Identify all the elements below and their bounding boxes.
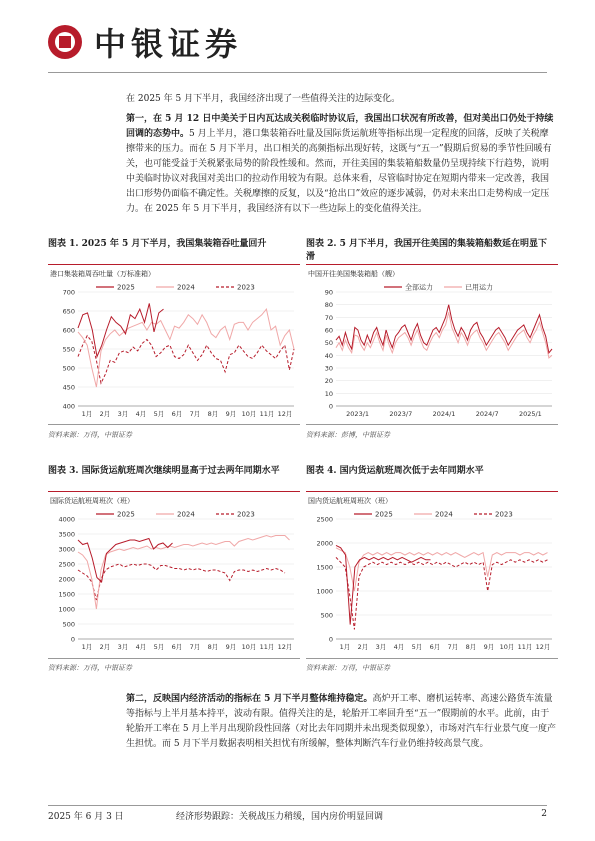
figure-3-chart (48, 493, 300, 655)
chart-0-ytick-label: 600 (62, 326, 75, 335)
figure-3-source: 资料来源：万得，中银证券 (48, 664, 132, 672)
chart-0-legend-label: 2025 (117, 283, 135, 292)
chart-2-xtick-label: 3月 (117, 643, 129, 651)
chart-3-legend-label: 2023 (495, 510, 513, 519)
chart-0-xtick-label: 12月 (277, 410, 293, 418)
chart-3-xtick-label: 7月 (447, 643, 459, 651)
chart-3-xtick-label: 11月 (517, 643, 533, 651)
chart-1-ytick-label: 90 (324, 288, 333, 297)
chart-2-ytick-label: 2500 (58, 560, 75, 569)
chart-2-xtick-label: 4月 (135, 643, 147, 651)
chart-3-ytick-label: 500 (320, 611, 333, 620)
chart-3-ytick-label: 2500 (316, 515, 333, 524)
figure-2-title: 图表 2. 5 月下半月，我国开往美国的集装箱船数延在明显下滑 (306, 239, 548, 262)
chart-2-xtick-label: 6月 (171, 643, 183, 651)
figure-2-bottom-rule (306, 424, 558, 425)
chart-0-ytick-label: 450 (62, 383, 75, 392)
chart-0-xtick-label: 10月 (241, 410, 257, 418)
chart-0-xtick-label: 7月 (189, 410, 201, 418)
chart-1-ytick-label: 10 (324, 389, 333, 398)
chart-1-legend-label: 已用运力 (465, 283, 493, 292)
figure-2-source: 资料来源：彭博，中银证券 (306, 431, 390, 439)
chart-2-xtick-label: 2月 (99, 643, 111, 651)
chart-2-xtick-label: 12月 (277, 643, 293, 651)
chart-0-legend-label: 2024 (177, 283, 195, 292)
chart-0-series-2023 (78, 336, 294, 384)
figure-3-top-rule (48, 491, 300, 492)
chart-0-xtick-label: 2月 (99, 410, 111, 418)
chart-3-ytick-label: 2000 (316, 539, 333, 548)
figure-1-top-rule (48, 264, 300, 265)
chart-2-xtick-label: 8月 (207, 643, 219, 651)
chart-1-ytick-label: 0 (328, 402, 333, 411)
chart-2-ytick-label: 3500 (58, 530, 75, 539)
chart-2-ytick-label: 2000 (58, 575, 75, 584)
chart-1-xtick-label: 2023/1 (346, 410, 370, 418)
chart-2-legend-label: 2024 (177, 510, 195, 519)
page-number: 2 (541, 809, 547, 819)
paragraph-2 (126, 692, 556, 752)
chart-1-xtick-label: 2024/7 (475, 410, 499, 418)
chart-3-series-2024 (336, 548, 548, 591)
brand-name: 中银证券 (94, 25, 243, 63)
chart-0-ytick-label: 500 (62, 364, 75, 373)
chart-3-xtick-label: 2月 (357, 643, 369, 651)
paragraph-2-body: 高炉开工率、磨机运转率、高速公路货车流量等指标与上半月基本持平，波动有限。值得关注的是，轮胎开工率回升至“五一”假期前的水平。此前，由于轮胎开工率在 5 月上半月出现阶段性回落（对比去年同期并未出现类似现象），市场对汽车行业景气度一度产生担忧。而 5 月下半月数据表明相关担忧有所缓解，整体判断汽车行业仍维持较高景气度。 (126, 694, 556, 749)
chart-0-ytick-label: 400 (62, 402, 75, 411)
chart-3-xtick-label: 6月 (429, 643, 441, 651)
header-divider (48, 72, 547, 73)
chart-1-ytick-label: 40 (324, 351, 333, 360)
chart-3-legend-label: 2025 (375, 510, 393, 519)
chart-0-xtick-label: 9月 (225, 410, 237, 418)
chart-2-xtick-label: 1月 (81, 643, 93, 651)
chart-2-xtick-label: 10月 (241, 643, 257, 651)
chart-1-series-已用运力 (336, 312, 552, 358)
chart-2-ytick-label: 1000 (58, 605, 75, 614)
footer-title: 经济形势跟踪：关税战压力稍缓，国内房价明显回调 (176, 812, 384, 822)
chart-1-ytick-label: 80 (324, 301, 333, 310)
chart-0-ytick-label: 550 (62, 345, 75, 354)
chart-3-xtick-label: 12月 (535, 643, 551, 651)
paragraph-1 (126, 112, 556, 217)
figure-4-bottom-rule (306, 658, 558, 659)
figure-4-source: 资料来源：万得，中银证券 (306, 664, 390, 672)
chart-2-legend-label: 2023 (237, 510, 255, 519)
figure-4-title: 图表 4. 国内货运航班周次低于去年同期水平 (306, 466, 484, 476)
chart-1-title: 中国开往美国集装箱船（艘） (308, 270, 399, 278)
figure-1-source: 资料来源：万得，中银证券 (48, 431, 132, 439)
chart-2-xtick-label: 7月 (189, 643, 201, 651)
chart-0-xtick-label: 11月 (259, 410, 275, 418)
chart-2-ytick-label: 3000 (58, 545, 75, 554)
chart-2-ytick-label: 1500 (58, 590, 75, 599)
figure-1-chart (48, 266, 300, 422)
paragraph-1-lead: 第一，在 5 月 12 日中美关于日内瓦达成关税临时协议后，我国出口状况有所改善，但对美出口仍处于持续回调的态势中。 (126, 114, 554, 139)
chart-2-xtick-label: 9月 (225, 643, 237, 651)
chart-2-series-2024 (78, 536, 290, 610)
chart-3-xtick-label: 4月 (393, 643, 405, 651)
chart-1-ytick-label: 50 (324, 339, 333, 348)
chart-0-ytick-label: 700 (62, 288, 75, 297)
chart-3-xtick-label: 9月 (483, 643, 495, 651)
chart-2-xtick-label: 5月 (153, 643, 165, 651)
chart-0-xtick-label: 4月 (135, 410, 147, 418)
chart-0-ytick-label: 650 (62, 307, 75, 316)
bank-logo-icon (48, 25, 82, 59)
figure-3-bottom-rule (48, 658, 300, 659)
figure-1-title: 图表 1. 2025 年 5 月下半月，我国集装箱吞吐量回升 (48, 239, 267, 249)
chart-0-xtick-label: 3月 (117, 410, 129, 418)
figure-2-top-rule (306, 264, 558, 265)
chart-3-ytick-label: 1500 (316, 563, 333, 572)
chart-2-ytick-label: 500 (62, 620, 75, 629)
chart-1-ytick-label: 70 (324, 313, 333, 322)
chart-1-ytick-label: 60 (324, 326, 333, 335)
chart-1-xtick-label: 2025/1 (518, 410, 542, 418)
paragraph-1-body: 5 月上半月，港口集装箱吞吐量及国际货运航班等指标出现一定程度的回落，反映了关税摩擦带来的压力。而在 5 月下半月，出口相关的高频指标出现好转，这既与“五一”假期后贸易的季节性回暖有关，也可能受益于关税紧张局势的阶段性缓和。然而，开往美国的集装箱船数量仍呈现持续下行趋势，说明中美临时协议对我国对美出口的拉动作用较为有限。总体来看，尽管临时协定在短期内带来一定改善，我国出口形势仍面临不确定性。关税摩擦的反复，以及“抢出口”效应的逐步减弱，仍对未来出口走势构成一定压力。在 2025 年 5 月下半月，我国经济有以下一些边际上的变化值得关注。 (126, 129, 552, 214)
chart-1-xtick-label: 2023/7 (389, 410, 413, 418)
chart-0-series-2024 (78, 309, 294, 387)
footer-date: 2025 年 6 月 3 日 (48, 812, 124, 822)
chart-0-legend-label: 2023 (237, 283, 255, 292)
footer-divider (48, 805, 547, 806)
paragraph-2-lead: 第二，反映国内经济活动的指标在 5 月下半月整体维持稳定。 (126, 694, 373, 704)
chart-1-xtick-label: 2024/1 (432, 410, 456, 418)
chart-3-ytick-label: 1000 (316, 587, 333, 596)
chart-3-legend-label: 2024 (435, 510, 453, 519)
chart-2-legend-label: 2025 (117, 510, 135, 519)
chart-3-series-2025 (336, 545, 431, 624)
chart-3-xtick-label: 5月 (411, 643, 423, 651)
chart-2-ytick-label: 0 (70, 635, 75, 644)
chart-0-xtick-label: 8月 (207, 410, 219, 418)
chart-2-series-2025 (78, 539, 173, 583)
chart-2-series-2023 (78, 564, 285, 600)
chart-1-series-全部运力 (336, 305, 552, 353)
chart-0-xtick-label: 6月 (171, 410, 183, 418)
figure-2-chart (306, 266, 558, 422)
chart-1-ytick-label: 30 (324, 364, 333, 373)
figure-3-title: 图表 3. 国际货运航班周次继续明显高于过去两年同期水平 (48, 466, 280, 476)
brand-logo (48, 22, 242, 62)
figure-4-chart (306, 493, 558, 655)
chart-0-xtick-label: 1月 (81, 410, 93, 418)
chart-3-ytick-label: 0 (328, 635, 333, 644)
chart-3-xtick-label: 1月 (339, 643, 351, 651)
chart-2-title: 国际货运航班周班次（班） (50, 497, 134, 505)
chart-3-series-2023 (336, 557, 548, 629)
figure-4-top-rule (306, 491, 558, 492)
chart-3-xtick-label: 10月 (499, 643, 515, 651)
intro-paragraph: 在 2025 年 5 月下半月，我国经济出现了一些值得关注的边际变化。 (126, 94, 401, 104)
chart-2-xtick-label: 11月 (259, 643, 275, 651)
chart-3-title: 国内货运航班周班次（班） (308, 497, 392, 505)
chart-1-ytick-label: 20 (324, 377, 333, 386)
chart-0-title: 港口集装箱周吞吐量（万标准箱） (50, 270, 155, 278)
chart-3-xtick-label: 8月 (465, 643, 477, 651)
chart-3-xtick-label: 3月 (375, 643, 387, 651)
chart-1-legend-label: 全部运力 (405, 283, 433, 292)
chart-0-xtick-label: 5月 (153, 410, 165, 418)
figure-1-bottom-rule (48, 424, 300, 425)
chart-2-ytick-label: 4000 (58, 515, 75, 524)
